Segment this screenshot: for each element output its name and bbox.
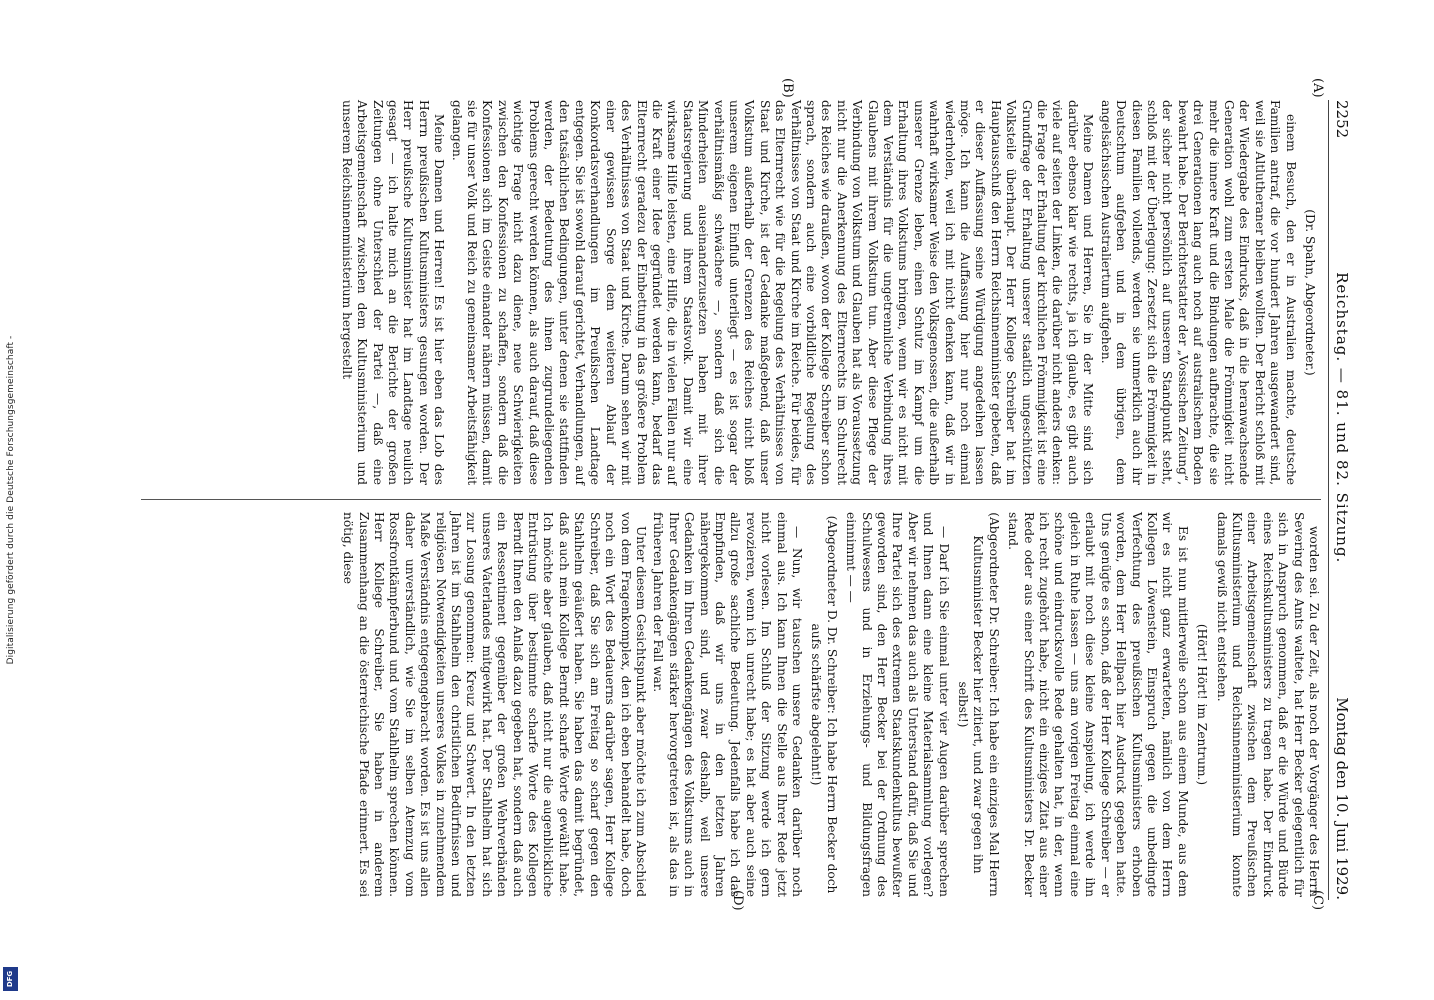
credit-text: Digitalisierung gefördert durch die Deutsche Forschungsgemeinschaft - (6, 335, 16, 665)
paragraph: einem Besuch, den er in Australien machte, deutsche Familien antraf, die vor hundert Jahren ausgewandert sind, weil sie Altlutheraner bleiben wollten. Der Bericht schloß mit der Wiedergabe des Eindrucks, daß in die heranwachsende Generation wohl zum ersten Male die Frömmigkeit nicht mehr die innere Kraft und die Bindungen aufbrachte, die sie drei Generationen lang auch noch auf australischem Boden bewahrt habe. Der Berichterstatter der „Vossischen Zeitung“, der sicher nicht persönlich auf unserem Standpunkt steht, schloß mit der Überlegung: Zersetzt sich die Frömmigkeit in diesen Familien vollends, werden sie unmerklich auch ihr Deutschtum aufgeben und in dem übrigen, dem angelsächsischen Australiertum aufgehen. (1098, 100, 1298, 485)
dfg-logo-text: DFG (6, 970, 15, 988)
paragraph: Es ist nun mittlerweile schon aus einem Munde, aus dem wir es nicht ganz erwarteten, nämlich von dem Herrn Kollegen Löwenstein, Einspruch gegen die unbedingte Verfechtung des preußischen Kultusministers erhoben worden, dem Herr Hellpach hier Ausdruck gegeben hatte. Uns genügte es schon, daß der Herr Kollege Schreiber — er erlaubt mit noch diese kleine Anspielung, ich werde ihn gleich in Ruhe lassen — uns am vorigen Freitag einmal eine schöne und eindrucksvolle Rede gehalten hat, in der, wenn ich recht zugehört habe, nicht ein einziges Zitat aus einer Rede oder aus einer Schrift des Kultusministers Dr. Becker stand. (1006, 512, 1190, 897)
page-header (1328, 100, 1355, 900)
speaker-intro: (Dr. Spahn, Abgeordneter.) (1303, 209, 1317, 376)
interjection: (Abgeordneter D. Dr. Schreiber: Ich habe Herrn Becker doch aufs schärfste abgelehnt!) (809, 515, 839, 894)
interjection: (Hört! Hört! im Zentrum.) (1195, 623, 1210, 786)
paragraph: worden sei. Zu der Zeit, als noch der Vorgänger des Herrn Severing des Amts waltete, hat Herr Becker gelegentlich für sich in Anspruch genommen, daß er die Würde und Bürde eines Reichskultusministers zu tragen habe. Der Eindruck einer Arbeitsgemeinschaft zwischen dem Preußischen Kultusministerium und Reichsinnenministerium konnte damals gewiß nicht entstehen. (1214, 512, 1321, 897)
session-date: Montag den 10. Juni 1929. (1333, 697, 1351, 900)
paragraph: Unter diesem Gesichtspunkt aber möchte ich zum Abschied von dem Fragenkomplex, den ich eben behandelt habe, doch noch ein Wort des Bedauerns darüber sagen, Herr Kollege Schreiber, daß Sie sich am Freitag so scharf gegen den Stahlhelm geäußert haben. Sie haben das damit begründet, daß auch mein Kollege Berndt scharfe Worte gewählt habe. Ich möchte aber glauben, daß nicht nur die augenblickliche Entrüstung über bestimmte scharfe Worte des Kollegen Berndt Ihnen den Anlaß dazu gegeben hat, sondern daß auch ein Ressentiment gegenüber der großen Wehrverbänden unseres Vaterlandes mitgewirkt hat. Der Stahlhelm hat sich zur Losung genommen: Kreuz und Schwert. In den letzten Jahren ist im Stahlhelm den christlichen Bedürfnissen und religiösen Notwendigkeiten unseres Volkes in zunehmendem Maße Verständnis entgegengebracht worden. Es ist uns allen daher unverständlich, wie Sie im selben Atemzug vom Rossfrontkämpferbund und vom Stahlhelm sprechen können. Herr Kollege Schreiber, Sie haben in anderem Zusammenhang an die österreichische Pfade erinnert. Es sei nötig, diese (341, 512, 648, 897)
document-page (115, 78, 1355, 911)
margin-mark-d: (D) (730, 890, 745, 911)
column-divider (141, 499, 1321, 500)
paragraph: Meine Damen und Herren, Sie in der Mitte sind sich darüber ebenso klar wie rechts, ja ich glaube, es gibt auch viele auf seiten der Linken, die darüber nicht anders denken: die Frage der Erhaltung der kirchlichen Frömmigkeit ist eine Grundfrage der Erhaltung unserer staatlich ungeschützten Volksteile überhaupt. Der Herr Kollege Schreiber hat im Hauptausschuß den Herrn Reichsinnenminister gebeten, daß er dieser Auffassung seine Würdigung angedeihen lassen möge. Ich kann die Auffassung hier nur noch einmal wiederholen, weil ich mit nicht denken kann, daß wir in wahrhaft wirksamer Weise den Volksgenossen, die außerhalb unserer Grenze leben, einen Schutz im Kampf um die Erhaltung ihres Volkstums bringen, wenn wir es nicht mit dem Verständnis für die ungetrennliche Verbindung ihres Glaubens mit ihrem Volkstum tun. Aber diese Pflege der Verbindung von Volkstum und Glauben hat als Voraussetzung nicht nur die Anerkennung des Elternrechts im Schulrecht des Reiches wie draußen, wovon der Kollege Schreiber schon sprach, sondern auch eine vorbildliche Regelung des Verhältnisses von Staat und Kirche im Reiche. Für beides, für das Elternrecht wie für die Regelung des Verhältnisses von Staat und Kirche, ist der Gedanke maßgebend, daß unser Volkstum außerhalb der Grenzen des Reiches nicht bloß unserem eigenen Einfluß unterliegt — es ist sogar der verhältnismäßig schwächere —, sondern daß sich die Minderheiten auseinanderzusetzen haben mit ihrer Staatsregierung und ihrem Staatsvolk. Damit wir eine wirksame Hilfe leisten, eine Hilfe, die in vielen Fällen nur auf die Kraft einer Idee gegründet werden kann, bedarf das Elternrecht geradezu der Einbettung in das größere Problem des Verhältnisses von Staat und Kirche. Darum sehen wir mit einer gewissen Sorge dem weiteren Ablauf der Konkordatsverhandlungen im Preußischen Landtage entgegen. Sie ist sowohl darauf gerichtet, Verhandlungen, auf den tatsächlichen Bedingungen, unter denen sie stattfinden werden, der Bedeutung des ihnen zugrundeliegenden Problems gerecht werden können, als auch darauf, daß diese wichtige Frage nicht dazu diene, neue Schwierigkeiten zwischen den Konfessionen zu schaffen, sondern daß die Konfessionen sich im Geiste einander nähern müssen, damit sie für unser Volk und Reich zu gemeinsamer Arbeitsfähigkeit gelangen. (449, 100, 1096, 485)
interjection: (Abgeordneter Dr. Schreiber: Ich habe ein einziges Mal Herrn Kultusminister Becker hier zitiert, und zwar gegen ihn selbst!) (956, 512, 1001, 897)
scanned-page-area (90, 78, 1380, 911)
dfg-logo (3, 967, 18, 991)
left-column (131, 100, 1321, 485)
margin-mark-a: (A) (1310, 78, 1325, 98)
paragraph: — Darf ich Sie einmal unter vier Augen darüber sprechen und Ihnen dann eine kleine Materialsammlung vorlegen? Aber wir nehmen das auch als Unterstand dafür, daß Sie und Ihre Partei sich des extremen Staatskundenkultus bewußter geworden sind, den Herr Becker bei der Ordnung des Schulwesens und in Erziehungs- und Bildungsfragen einnimmt — — (844, 512, 951, 897)
session-title: Reichstag. — 81. und 82. Sitzung. (1333, 272, 1351, 564)
credit-sidebar (0, 0, 22, 1000)
margin-mark-c: (C) (1310, 890, 1325, 911)
page-number: 2252 (1333, 100, 1351, 139)
paragraph: Meine Damen und Herren! Es ist hier eben das Lob des Herrn preußischen Kultusministers gesungen worden. Der Herr preußische Kultusminister hat im Landtage neulich gesagt — ich halte mich an die Berichte der großen Zeitungen ohne Unterschied der Partei —, daß eine Arbeitsgemeinschaft zwischen dem Kultusministerium und unserem Reichsinnenministerium hergestellt (339, 100, 447, 485)
paragraph: — Nun, wir tauschen unsere Gedanken darüber noch einmal aus. Ich kann Ihnen die Stelle aus Ihrer Rede jetzt nicht vorlesen. Im Schluß der Sitzung werde ich gern revozieren, wenn ich unrecht habe; es hat aber auch seine allzu große sachliche Bedeutung. Jedenfalls habe ich das Empfinden, daß wir uns in den letzten Jahren nähergekommen sind, und zwar deshalb, weil unsere Gedanken im Ihren Gedankengängen des Volkstums auch in Ihrer Gedankengängen stärker hervorgetreten ist, als das in früheren Jahren der Fall war. (651, 512, 804, 897)
margin-mark-b: (B) (780, 78, 795, 98)
right-column (131, 512, 1321, 897)
